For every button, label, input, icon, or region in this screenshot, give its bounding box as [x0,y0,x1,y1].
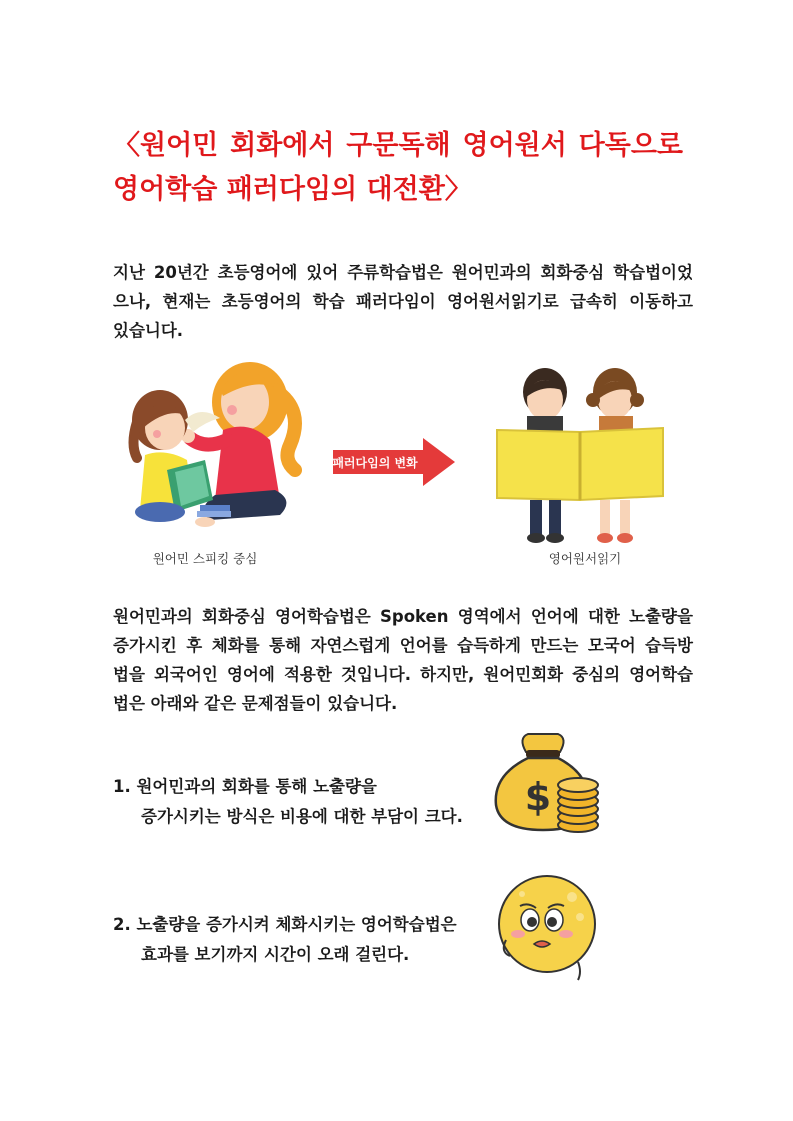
word: 초등영어에 [217,263,298,282]
intro-line-2 [113,287,693,316]
problem-item-1 [113,772,463,832]
title-word: 회화에서 [230,130,335,161]
word: 초등영어의 [221,292,302,311]
problem-2-line-2: 효과를 보기까지 시간이 오래 걸린다. [141,945,410,964]
word: 자연스럽게 [310,636,391,655]
word: 영역에서 [457,607,522,626]
left-caption: 원어민 스피킹 중심 [152,551,258,566]
word: 원어민과의 [451,263,532,282]
word: 현재는 [162,292,211,311]
word: 법을 [113,665,145,684]
word: 노출량을 [629,607,693,626]
body-line-3 [113,660,693,689]
document-title [113,124,683,212]
word: 영어에 [226,665,275,684]
title-line-2: 영어학습 패러다임의 대전환〉 [113,174,472,205]
book-reading-scene-icon [497,368,663,543]
arrow-label: 패러다임의 변화 [332,456,418,470]
word: 으나, [113,292,152,311]
worried-face-icon [492,872,602,988]
intro-paragraph [113,258,693,345]
word: 지난 [113,263,145,282]
money-bag-icon [488,730,603,839]
word: 하지만, [420,665,475,684]
word: 회화중심 [202,607,266,626]
title-word: 구문독해 [346,130,451,161]
word: 원어민과의 [113,607,193,626]
word: 체화를 [211,636,260,655]
word: 학습 [312,292,345,311]
word: 것입니다. [340,665,411,684]
word: 학습법이었 [613,263,693,282]
word: 중심의 [572,665,621,684]
word: 만드는 [530,636,579,655]
right-caption: 영어원서읽기 [548,551,622,566]
native-speaker-scene-icon [132,362,295,527]
intro-line-3: 있습니다. [113,321,184,340]
paradigm-shift-illustration [105,350,680,580]
word: 통해 [269,636,302,655]
title-word: 영어원서 [462,130,567,161]
body-line-2 [113,631,693,660]
title-word: 다독으로 [578,130,683,161]
word: 습득방 [645,636,693,655]
problem-item-2 [113,910,457,970]
word: 패러다임이 [356,292,436,311]
word: 적용한 [283,665,332,684]
word: 증가시킨 [113,636,177,655]
title-line-1 [113,124,683,168]
word: 20년간 [153,263,209,282]
word: 영어원서읽기로 [447,292,559,311]
body-line-1 [113,602,693,631]
illustration-svg [105,350,680,580]
paradigm-arrow-icon [332,438,455,486]
word: 있어 [306,263,339,282]
title-word: 〈원어민 [113,130,219,161]
word: 대한 [587,607,620,626]
word: 영어학습법은 [275,607,371,626]
word: 영어학습 [629,665,693,684]
word: 언어에 [530,607,579,626]
word: 회화중심 [540,263,605,282]
word: 원어민회화 [483,665,564,684]
word: 습득하게 [457,636,521,655]
body-line-4: 법은 아래와 같은 문제점들이 있습니다. [113,694,398,713]
problem-2-line-1: 2. 노출량을 증가시켜 체화시키는 영어학습법은 [113,915,457,934]
intro-line-1 [113,258,693,287]
word: 언어를 [399,636,448,655]
word: Spoken [380,607,449,626]
word: 주류학습법은 [347,263,443,282]
svg-text:$: $ [524,775,552,819]
word: 급속히 [570,292,618,311]
body-paragraph [113,602,693,718]
problem-1-line-2: 증가시키는 방식은 비용에 대한 부담이 크다. [141,807,463,826]
word: 모국어 [587,636,636,655]
word: 외국어인 [154,665,218,684]
problem-1-line-1: 1. 원어민과의 회화를 통해 노출량을 [113,777,377,796]
word: 후 [186,636,203,655]
word: 이동하고 [629,292,693,311]
